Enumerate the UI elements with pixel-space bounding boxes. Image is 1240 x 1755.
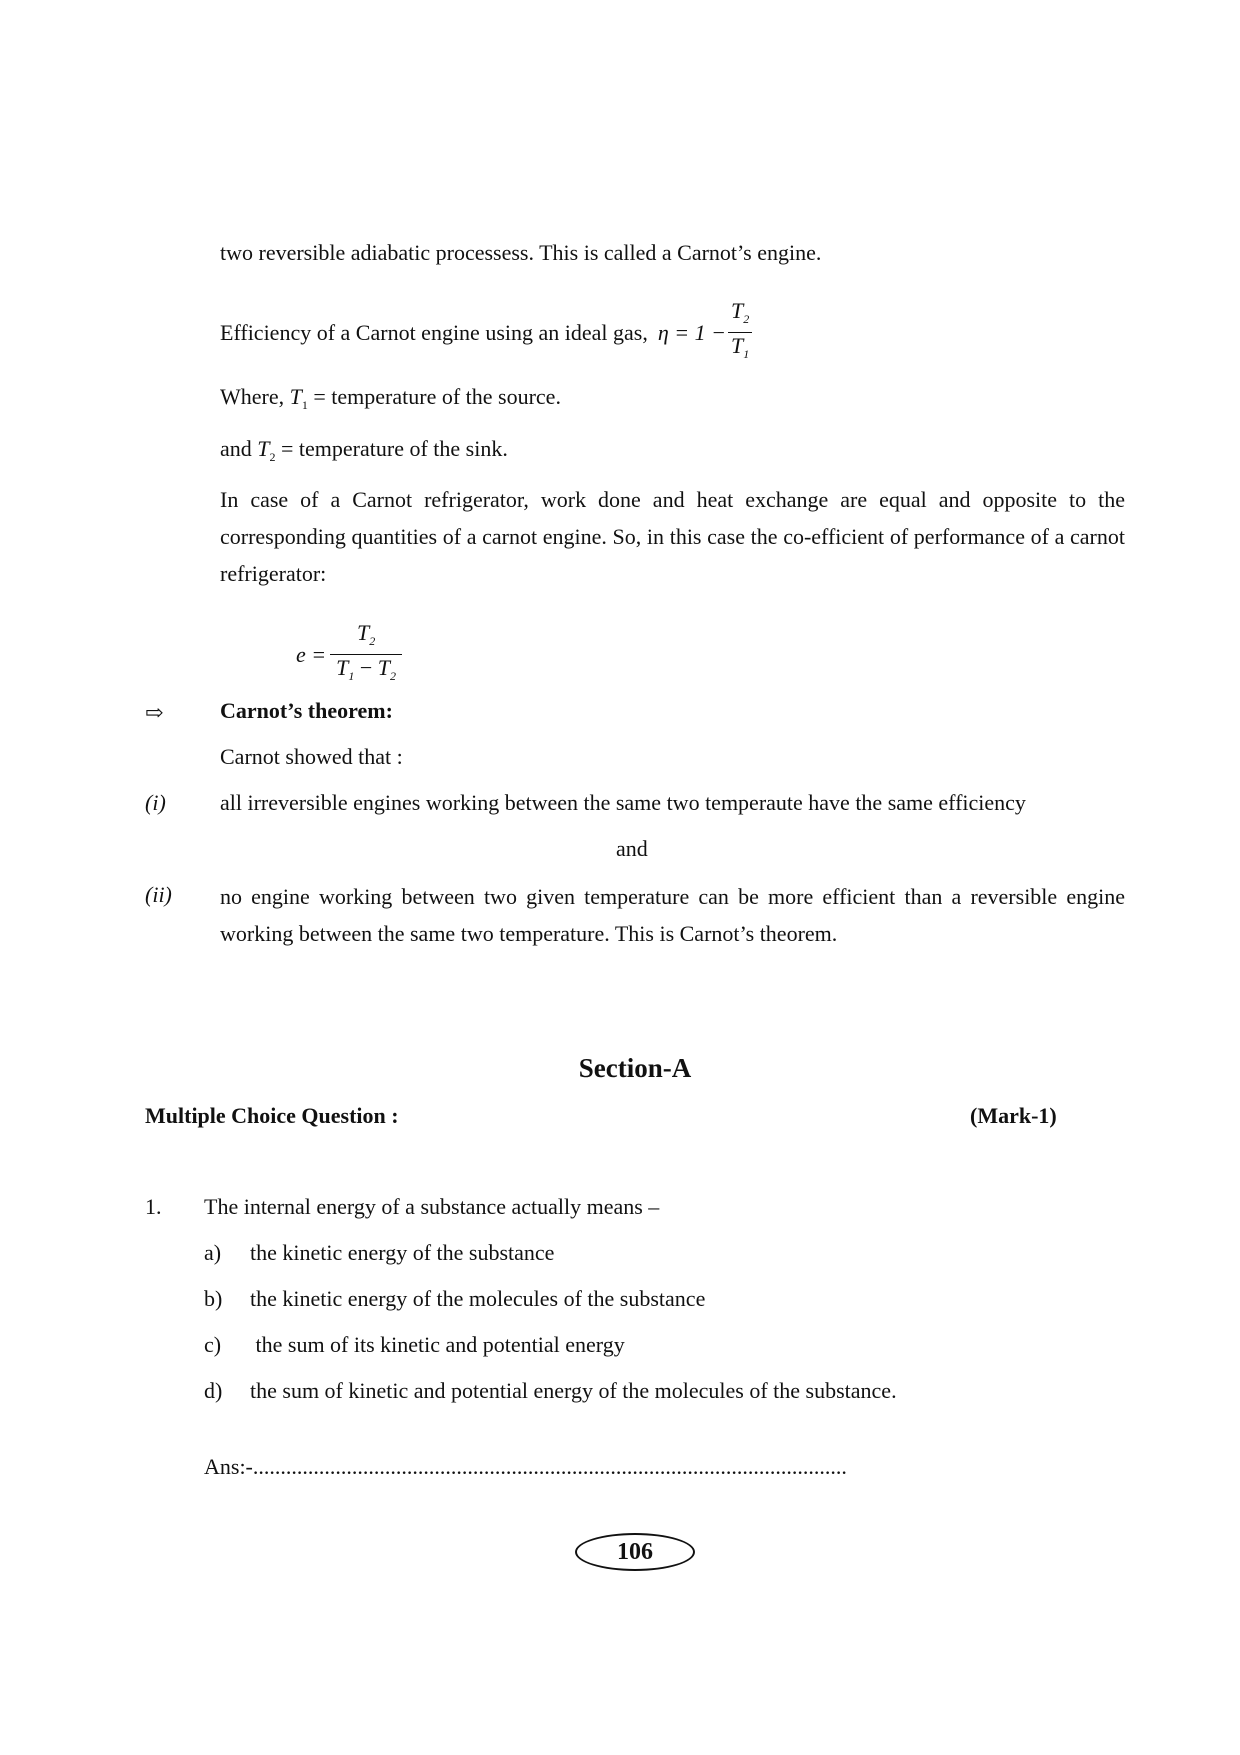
option-text: the sum of its kinetic and potential energy	[250, 1332, 625, 1357]
efficiency-text: Efficiency of a Carnot engine using an ideal gas,	[220, 319, 648, 345]
option-text: the kinetic energy of the molecules of the substance	[250, 1286, 706, 1311]
and-text: and	[616, 836, 648, 861]
item-ii-label: (ii)	[145, 882, 172, 907]
option-label: d)	[204, 1378, 223, 1403]
efficiency-fraction: $\frac{T_2}{T_1}$	[728, 298, 752, 367]
question-text: The internal energy of a substance actually means –	[204, 1194, 660, 1219]
cop-lhs: e =	[296, 641, 327, 667]
question-number: 1.	[145, 1194, 162, 1219]
mcq-heading: Multiple Choice Question :	[145, 1103, 399, 1128]
theorem-heading: Carnot’s theorem:	[220, 698, 393, 723]
arrow-icon: ⇨	[145, 700, 164, 725]
item-ii-text: no engine working between two given temperature can be more efficient than a reversible engine working between the same two temperature. This is Carnot’s theorem.	[220, 884, 1125, 946]
item-i-label: (i)	[145, 790, 166, 815]
page-number: 106	[575, 1533, 695, 1571]
item-i-text: all irreversible engines working between the same two temperaute have the same efficiency	[220, 790, 1026, 815]
and-t2-line: and $T_2$ = temperature of the sink.	[220, 436, 508, 464]
intro-line: two reversible adiabatic processess. This is called a Carnot’s engine.	[220, 240, 822, 265]
where-t1-line: Where, $T_1$ = temperature of the source.	[220, 384, 561, 412]
option-text: the kinetic energy of the substance	[250, 1240, 555, 1265]
option-label: a)	[204, 1240, 222, 1265]
section-title: Section-A	[578, 1053, 692, 1083]
cop-formula	[296, 620, 402, 689]
cop-fraction: $\frac{T_2}{T_1 - T_2}$	[330, 620, 402, 689]
refrigerator-paragraph: In case of a Carnot refrigerator, work done and heat exchange are equal and opposite to the corresponding quantities of a carnot engine. So, in this case the co-efficient of performance of a carnot refrigerator:	[220, 487, 1125, 586]
option-label: c)	[204, 1332, 222, 1357]
option-label: b)	[204, 1286, 223, 1311]
theorem-intro: Carnot showed that :	[220, 744, 403, 769]
efficiency-line	[220, 298, 752, 367]
efficiency-lhs: η = 1 −	[657, 319, 726, 345]
mark-label: (Mark-1)	[970, 1103, 1057, 1128]
answer-line: Ans:-............................................................................................................	[204, 1454, 847, 1479]
option-text: the sum of kinetic and potential energy of the molecules of the substance.	[250, 1378, 897, 1403]
